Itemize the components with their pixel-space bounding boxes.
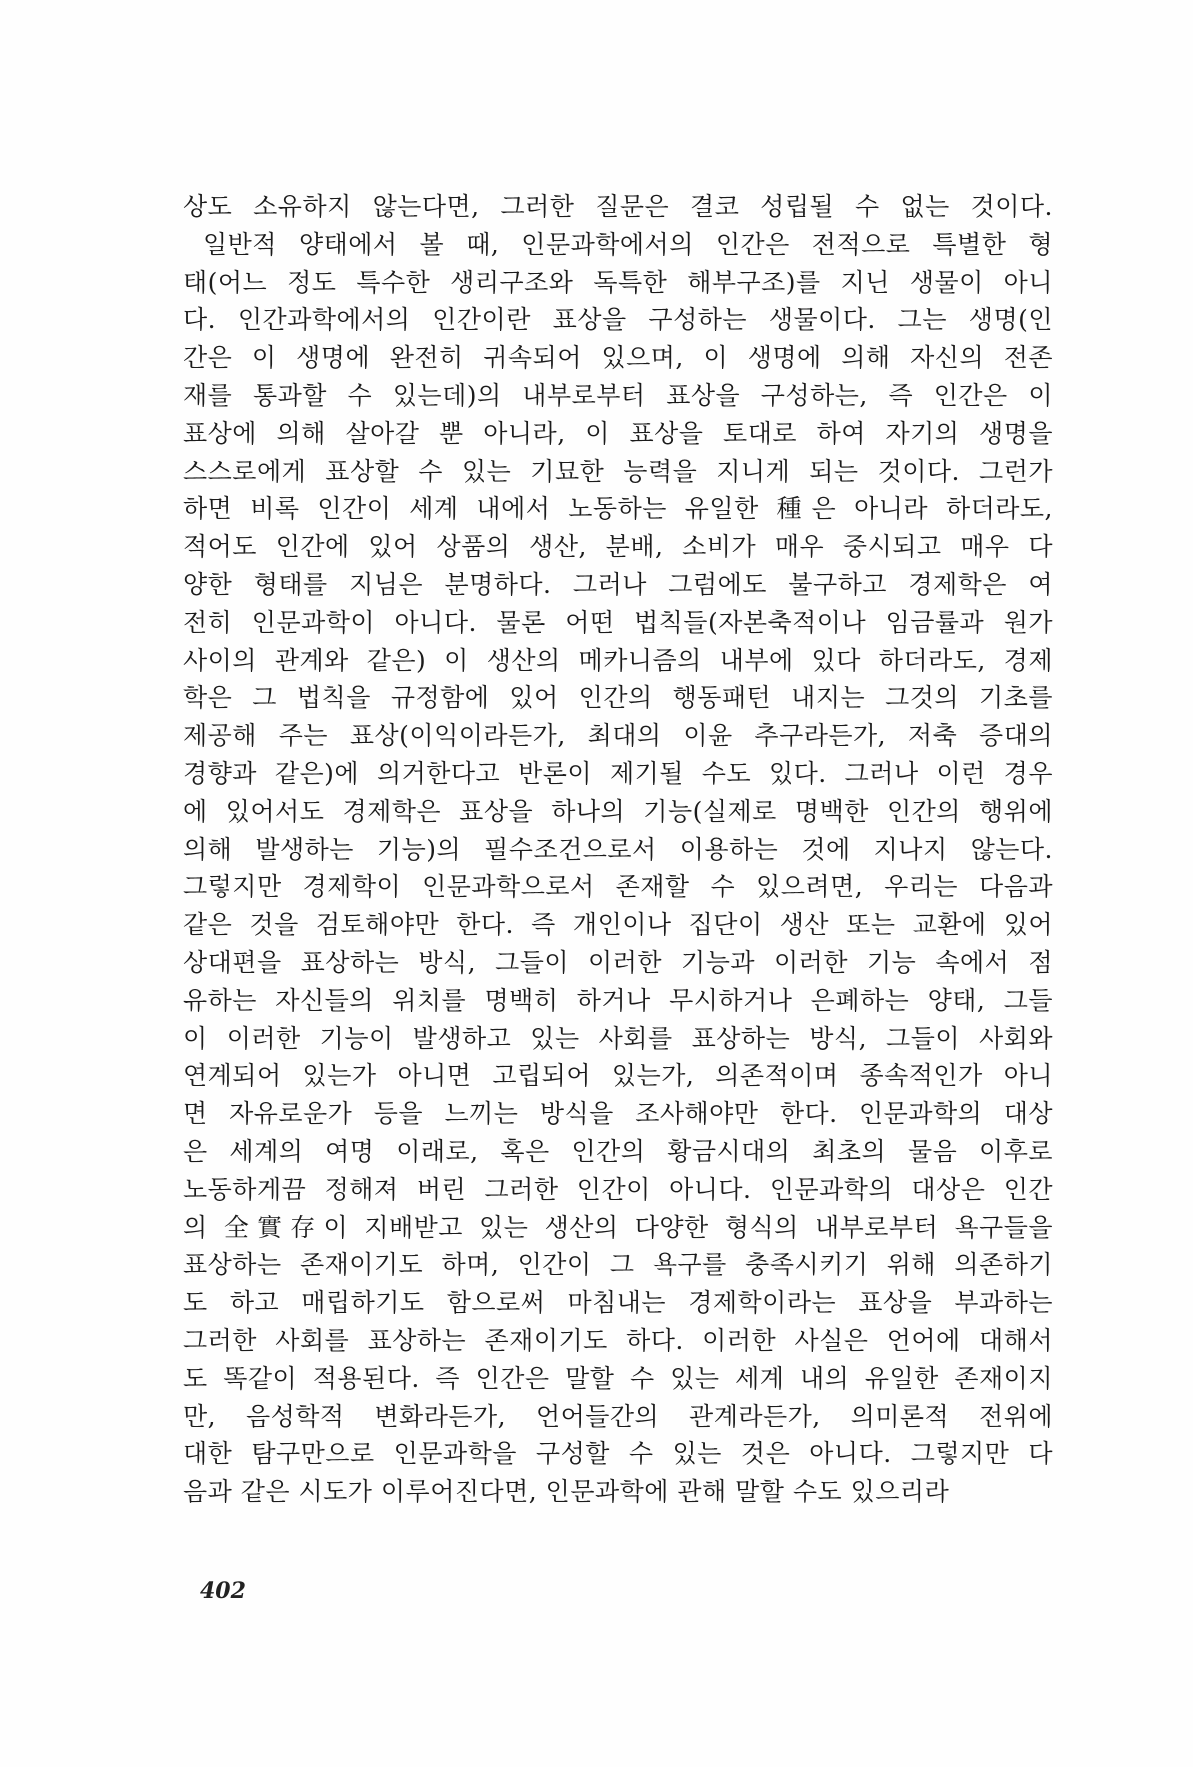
body-text xyxy=(183,188,1053,1511)
text-line: 일반적 양태에서 볼 때, 인문과학에서의 인간은 전적으로 특별한 형 xyxy=(203,229,1053,259)
text-line: 제공해 주는 표상(이익이라든가, 최대의 이윤 추구라든가, 저축 증대의 xyxy=(183,721,1053,751)
text-line: 연계되어 있는가 아니면 고립되어 있는가, 의존적이며 종속적인가 아니 xyxy=(183,1061,1053,1091)
text-line: 학은 그 법칙을 규정함에 있어 인간의 행동패턴 내지는 그것의 기초를 xyxy=(183,683,1053,713)
text-line: 표상하는 존재이기도 하며, 인간이 그 욕구를 충족시키기 위해 의존하기 xyxy=(183,1250,1053,1280)
text-line: 그렇지만 경제학이 인문과학으로서 존재할 수 있으려면, 우리는 다음과 xyxy=(183,872,1053,902)
text-line: 만, 음성학적 변화라든가, 언어들간의 관계라든가, 의미론적 전위에 xyxy=(183,1401,1053,1431)
text-line: 경향과 같은)에 의거한다고 반론이 제기될 수도 있다. 그러나 이런 경우 xyxy=(183,758,1053,788)
text-line: 태(어느 정도 특수한 생리구조와 독특한 해부구조)를 지닌 생물이 아니 xyxy=(183,267,1053,297)
text-line: 사이의 관계와 같은) 이 생산의 메카니즘의 내부에 있다 하더라도, 경제 xyxy=(183,645,1053,675)
text-line: 면 자유로운가 등을 느끼는 방식을 조사해야만 한다. 인문과학의 대상 xyxy=(183,1099,1053,1129)
text-line: 스스로에게 표상할 수 있는 기묘한 능력을 지니게 되는 것이다. 그런가 xyxy=(183,456,1053,486)
text-line: 에 있어서도 경제학은 표상을 하나의 기능(실제로 명백한 인간의 행위에 xyxy=(183,796,1053,826)
page-number: 402 xyxy=(200,1578,246,1604)
text-line: 전히 인문과학이 아니다. 물론 어떤 법칙들(자본축적이나 임금률과 원가 xyxy=(183,607,1053,637)
text-line: 도 똑같이 적용된다. 즉 인간은 말할 수 있는 세계 내의 유일한 존재이지 xyxy=(183,1363,1053,1393)
text-line: 도 하고 매립하기도 함으로써 마침내는 경제학이라는 표상을 부과하는 xyxy=(183,1288,1053,1318)
text-line: 음과 같은 시도가 이루어진다면, 인문과학에 관해 말할 수도 있으리라 xyxy=(183,1477,950,1507)
text-line: 노동하게끔 정해져 버린 그러한 인간이 아니다. 인문과학의 대상은 인간 xyxy=(183,1174,1053,1204)
text-line: 양한 형태를 지님은 분명하다. 그러나 그럼에도 불구하고 경제학은 여 xyxy=(183,569,1053,599)
text-line: 이 이러한 기능이 발생하고 있는 사회를 표상하는 방식, 그들이 사회와 xyxy=(183,1023,1053,1053)
text-line: 다. 인간과학에서의 인간이란 표상을 구성하는 생물이다. 그는 생명(인 xyxy=(183,305,1053,335)
text-line: 은 세계의 여명 이래로, 혹은 인간의 황금시대의 최초의 물음 이후로 xyxy=(183,1136,1053,1166)
text-line: 상도 소유하지 않는다면, 그러한 질문은 결코 성립될 수 없는 것이다. xyxy=(183,192,1053,221)
text-line: 표상에 의해 살아갈 뿐 아니라, 이 표상을 토대로 하여 자기의 생명을 xyxy=(183,418,1053,448)
text-line: 대한 탐구만으로 인문과학을 구성할 수 있는 것은 아니다. 그렇지만 다 xyxy=(183,1439,1053,1469)
text-line: 의 全實存이 지배받고 있는 생산의 다양한 형식의 내부로부터 욕구들을 xyxy=(183,1212,1053,1242)
text-line: 하면 비록 인간이 세계 내에서 노동하는 유일한 種은 아니라 하더라도, xyxy=(183,494,1053,524)
text-line: 간은 이 생명에 완전히 귀속되어 있으며, 이 생명에 의해 자신의 전존 xyxy=(183,343,1053,373)
text-line: 같은 것을 검토해야만 한다. 즉 개인이나 집단이 생산 또는 교환에 있어 xyxy=(183,910,1053,940)
text-line: 유하는 자신들의 위치를 명백히 하거나 무시하거나 은폐하는 양태, 그들 xyxy=(183,985,1053,1015)
text-line: 상대편을 표상하는 방식, 그들이 이러한 기능과 이러한 기능 속에서 점 xyxy=(183,947,1053,977)
text-line: 적어도 인간에 있어 상품의 생산, 분배, 소비가 매우 중시되고 매우 다 xyxy=(183,532,1053,562)
text-line: 그러한 사회를 표상하는 존재이기도 하다. 이러한 사실은 언어에 대해서 xyxy=(183,1325,1053,1355)
text-line: 재를 통과할 수 있는데)의 내부로부터 표상을 구성하는, 즉 인간은 이 xyxy=(183,380,1053,410)
text-line: 의해 발생하는 기능)의 필수조건으로서 이용하는 것에 지나지 않는다. xyxy=(183,834,1053,864)
